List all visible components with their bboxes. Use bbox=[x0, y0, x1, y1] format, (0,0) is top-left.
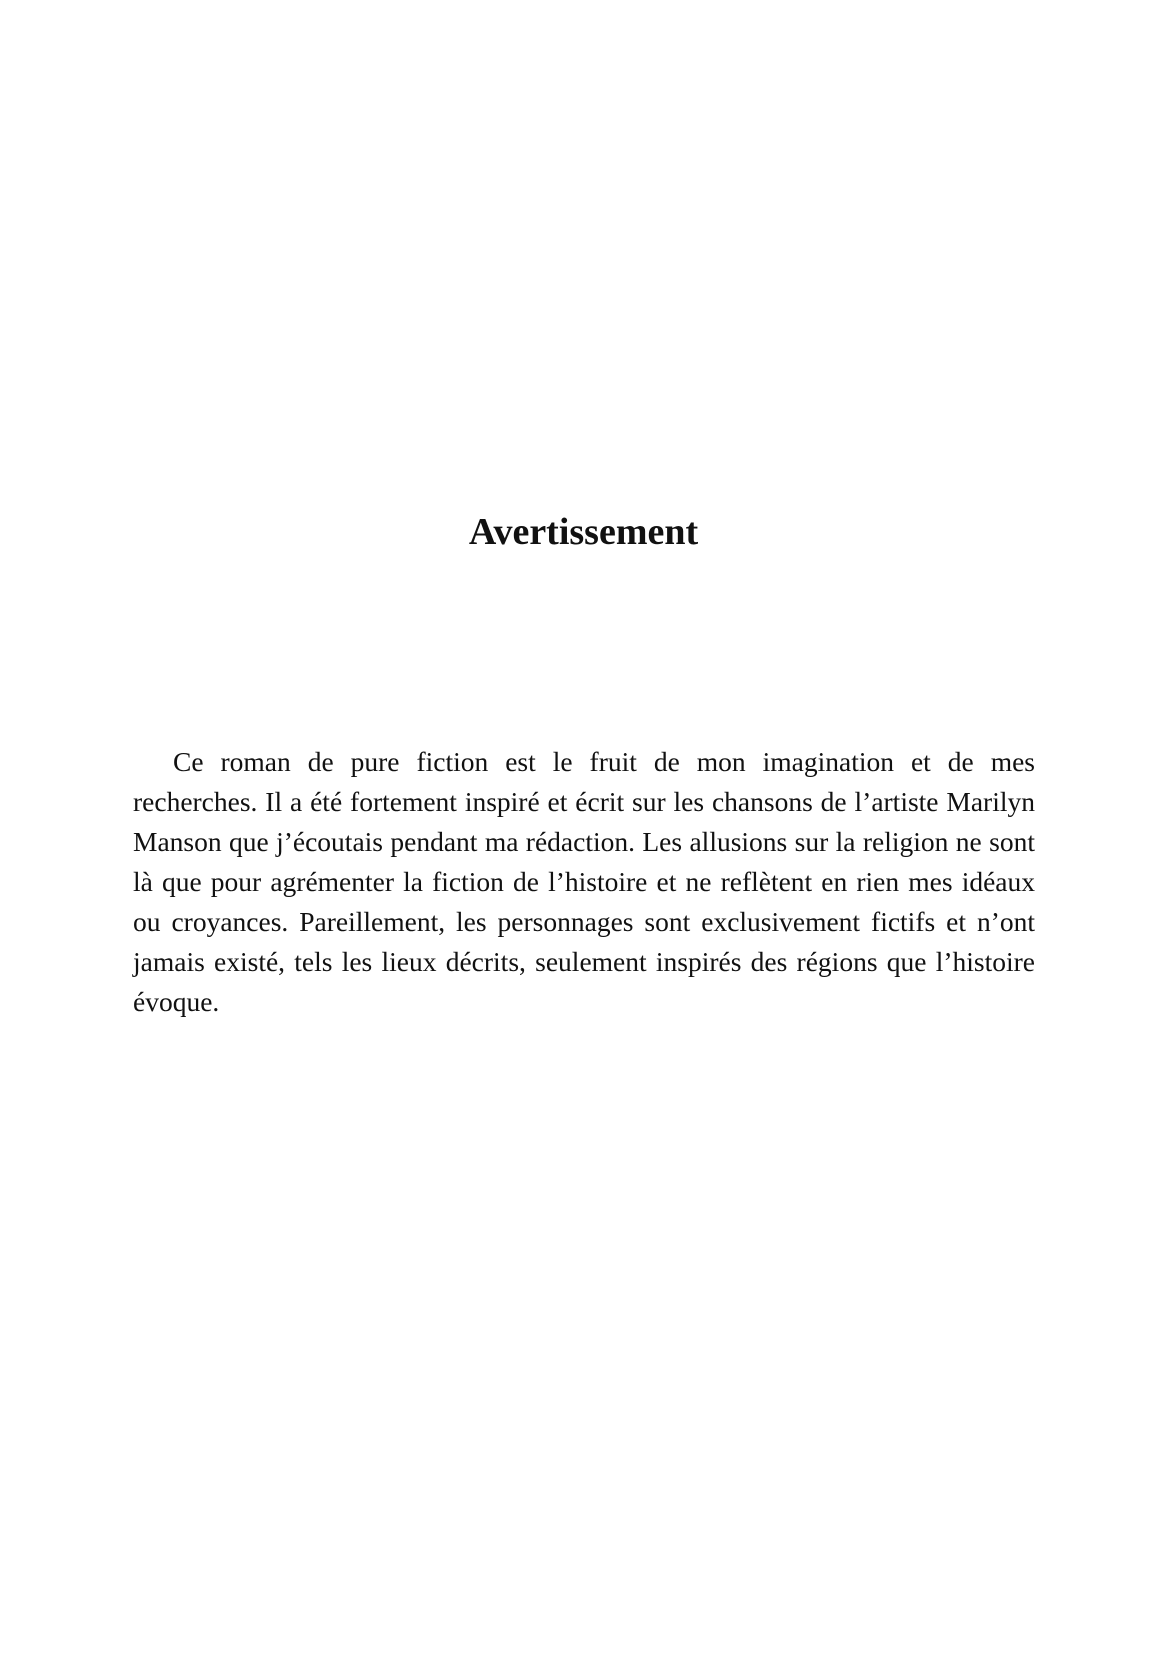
warning-paragraph: Ce roman de pure fiction est le fruit de mon imagination et de mes recherches. Il a été fortement inspiré et écrit sur les chansons de l’artiste Marilyn Manson que j’écoutais pendant ma rédaction. Les allusions sur la religion ne sont là que pour agrémenter la fiction de l’histoire et ne reflètent en rien mes idéaux ou croyances. Pareillement, les personnages sont exclusivement fictifs et n’ont jamais existé, tels les lieux décrits, seulement inspirés des régions que l’histoire évoque. bbox=[133, 746, 1035, 1017]
page-title: Avertissement bbox=[468, 511, 699, 553]
